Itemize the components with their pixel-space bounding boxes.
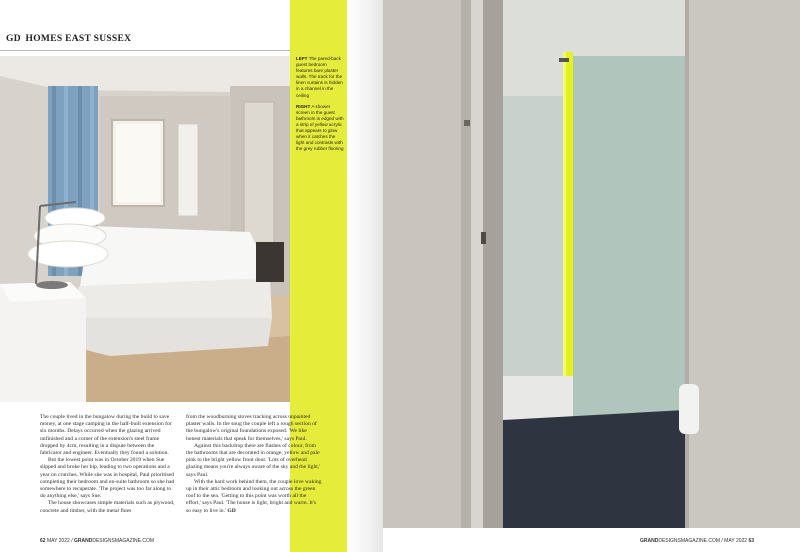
folio-right — [640, 538, 754, 544]
shower-photo — [383, 0, 800, 528]
site-domain-left: DESIGNSMAGAZINE.COM — [92, 538, 155, 544]
caption-right — [296, 104, 344, 153]
caption-left — [296, 56, 344, 99]
page-number-left: 62 — [40, 538, 46, 544]
paragraph: The house showcases simple materials such as plywood, concrete and timber, with the metal flues — [40, 500, 175, 514]
paragraph — [186, 479, 322, 515]
final-paragraph-text: With the hard work behind them, the couple love waking up in their attic bedroom and looking out across the green roof to the sea. 'Getting to this point was worth all the effort,' says Paul. 'The house is light, bright and warm. It's so easy to live in.' — [186, 478, 322, 514]
section-title: HOMES EAST SUSSEX — [25, 34, 132, 44]
issue-date-left: MAY 2022 / — [46, 538, 73, 544]
paragraph: But the lowest point was in October 2019 when Sue slipped and broke her hip, leading to two operations and a year on crutches. While she was in hospital, Paul prioritised completing their bedroom and en-suite bathroom so she had somewhere to recuperate. 'The project was too far along to do anything else,' says Sue. — [40, 457, 175, 500]
page-number-right: 63 — [748, 538, 755, 544]
shower-illustration — [383, 0, 800, 528]
section-header — [6, 34, 274, 46]
photo-captions — [296, 56, 344, 157]
bedroom-illustration — [0, 56, 290, 402]
bedroom-photo — [0, 56, 290, 402]
site-brand-left: GRAND — [74, 538, 93, 544]
caption-left-text: The pared-back guest bedroom features bare plaster walls. The track for the linen curtains is hidden in a channel in the ceiling — [296, 56, 343, 98]
paragraph: from the woodburning stoves tracking across unpainted plaster walls. In the snug the couple left a rough section of the bungalow's original foundations exposed. 'We like honest materials that speak for themselves,' says Paul. — [186, 414, 317, 442]
body-column-1 — [40, 414, 176, 515]
paragraph: Against this backdrop there are flashes of colour, from the bathrooms that are decorated in orange, yellow and pale pink to the bright yellow front door. 'Lots of overhead glazing means you're always aware of the sky and the light,' says Paul. — [186, 442, 321, 478]
end-mark: GD — [227, 507, 236, 514]
folio-left — [40, 538, 154, 544]
page-gutter — [347, 0, 383, 552]
caption-left-tag: LEFT — [296, 56, 308, 61]
caption-right-tag: RIGHT — [296, 103, 311, 109]
gd-logo: GD — [6, 34, 21, 44]
header-divider — [0, 50, 290, 51]
site-brand-right: GRAND — [640, 538, 659, 544]
site-domain-right: DESIGNSMAGAZINE.COM / MAY 2022 — [658, 538, 748, 544]
caption-right-text: A shower screen in the guest bathroom is edged with a strip of yellow acrylic that appears to glow when it catches the light and contrasts with the grey rubber flooring — [296, 103, 344, 152]
body-column-2 — [186, 414, 322, 515]
paragraph: The couple lived in the bungalow during the build to save money, at one stage camping in the half-built extension for six months. Delays occurred when the glazing arrived unfinished and a corner of the extension's steel frame dropped by 4cm, resulting in a dispute between the fabricator and engineer. Eventually they found a solution. — [40, 414, 172, 457]
